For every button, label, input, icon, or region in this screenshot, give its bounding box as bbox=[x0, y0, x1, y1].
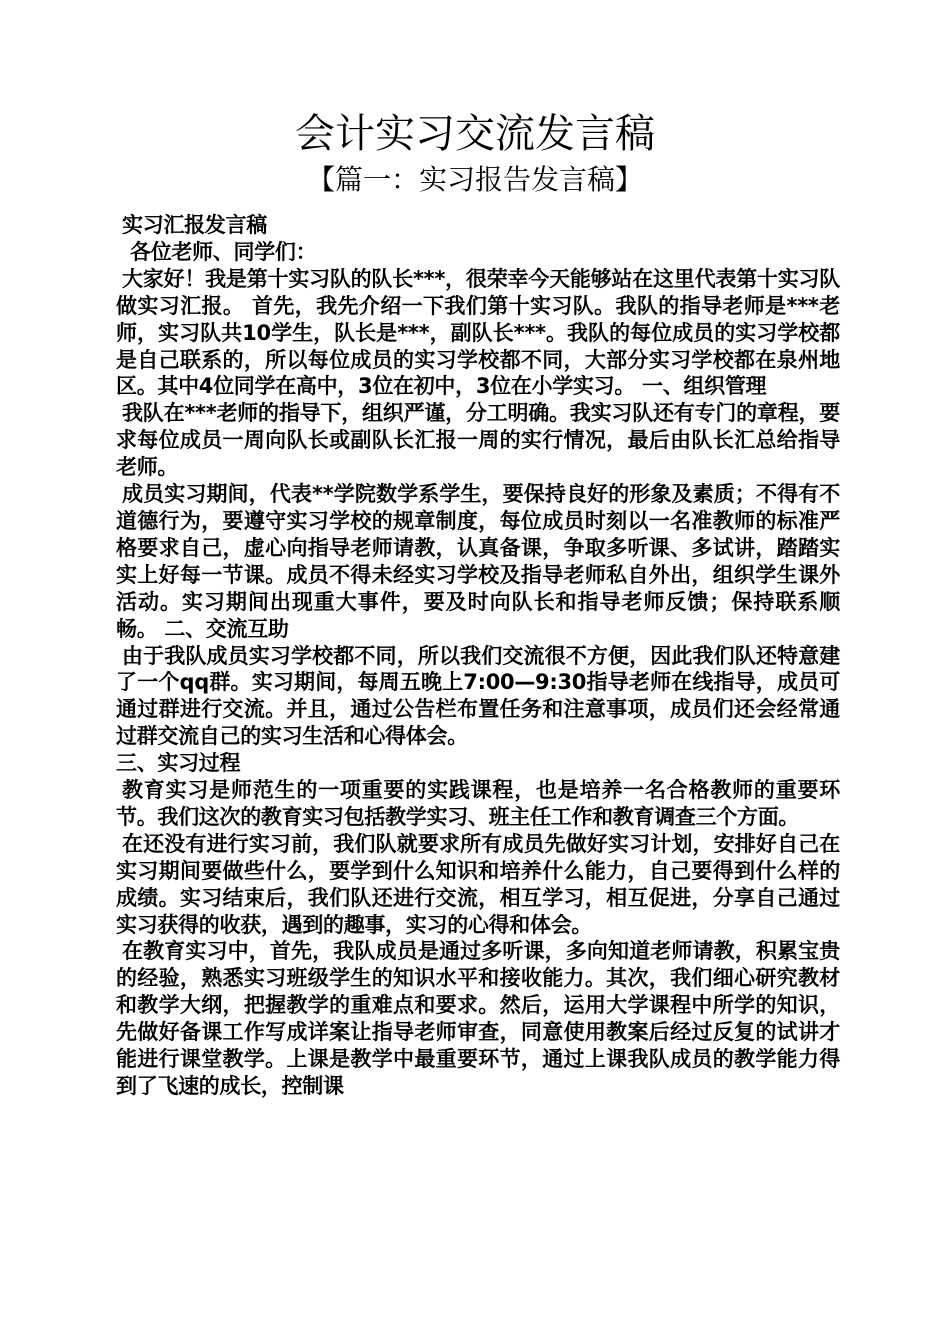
paragraph: 教育实习是师范生的一项重要的实践课程，也是培养一名合格教师的重要环节。我们这次的教育实习包括教学实习、班主任工作和教育调查三个方面。 bbox=[116, 778, 840, 829]
document-title: 会计实习交流发言稿 bbox=[295, 111, 655, 157]
paragraph: 在还没有进行实习前，我们队就要求所有成员先做好实习计划，安排好自己在实习期间要做些什么，要学到什么知识和培养什么能力，自己要得到什么样的成绩。实习结束后，我们队还进行交流，相互学习，相互促进，分享自己通过实习获得的收获，遇到的趣事，实习的心得和体会。 bbox=[116, 831, 840, 937]
section-heading: 三、实习过程 bbox=[116, 751, 241, 776]
paragraph: 大家好！我是第十实习队的队长***，很荣幸今天能够站在这里代表第十实习队做实习汇报。 首先，我先介绍一下我们第十实习队。我队的指导老师是***老师，实习队共10学生，队长是***，副队长***。我队的每位成员的实习学校都是自己联系的，所以每位成员的实习学校都不同，大部分实习学校都在泉州地区。其中4位同学在高中，3位在初中，3位在小学实习。 一、组织管理 bbox=[116, 266, 840, 399]
greeting: 各位老师、同学们： bbox=[130, 239, 317, 264]
section-heading: 实习汇报发言稿 bbox=[122, 213, 267, 237]
document-subtitle: 【篇一：实习报告发言稿】 bbox=[306, 163, 643, 196]
document-body bbox=[116, 212, 840, 1100]
paragraph: 由于我队成员实习学校都不同，所以我们交流很不方便，因此我们队还特意建了一个qq群。实习期间，每周五晚上7:00—9:30指导老师在线指导，成员可通过群进行交流。并且，通过公告栏布置任务和注意事项，成员们还会经常通过群交流自己的实习生活和心得体会。 bbox=[116, 643, 840, 749]
paragraph: 成员实习期间，代表**学院数学系学生，要保持良好的形象及素质；不得有不道德行为，要遵守实习学校的规章制度，每位成员时刻以一名准教师的标准严格要求自己，虚心向指导老师请教，认真备课，争取多听课、多试讲，踏踏实实上好每一节课。成员不得未经实习学校及指导老师私自外出，组织学生课外活动。实习期间出现重大事件，要及时向队长和指导老师反馈；保持联系顺畅。 二、交流互助 bbox=[116, 482, 840, 641]
paragraph: 在教育实习中，首先，我队成员是通过多听课，多向知道老师请教，积累宝贵的经验，熟悉实习班级学生的知识水平和接收能力。其次，我们细心研究教材和教学大纲，把握教学的重难点和要求。然后，运用大学课程中所学的知识，先做好备课工作写成详案让指导老师审查，同意使用教案后经过反复的试讲才能进行课堂教学。上课是教学中最重要环节，通过上课我队成员的教学能力得到了飞速的成长，控制课 bbox=[116, 939, 840, 1098]
paragraph: 我队在***老师的指导下，组织严谨，分工明确。我实习队还有专门的章程，要求每位成员一周向队长或副队长汇报一周的实行情况，最后由队长汇总给指导老师。 bbox=[116, 401, 840, 480]
